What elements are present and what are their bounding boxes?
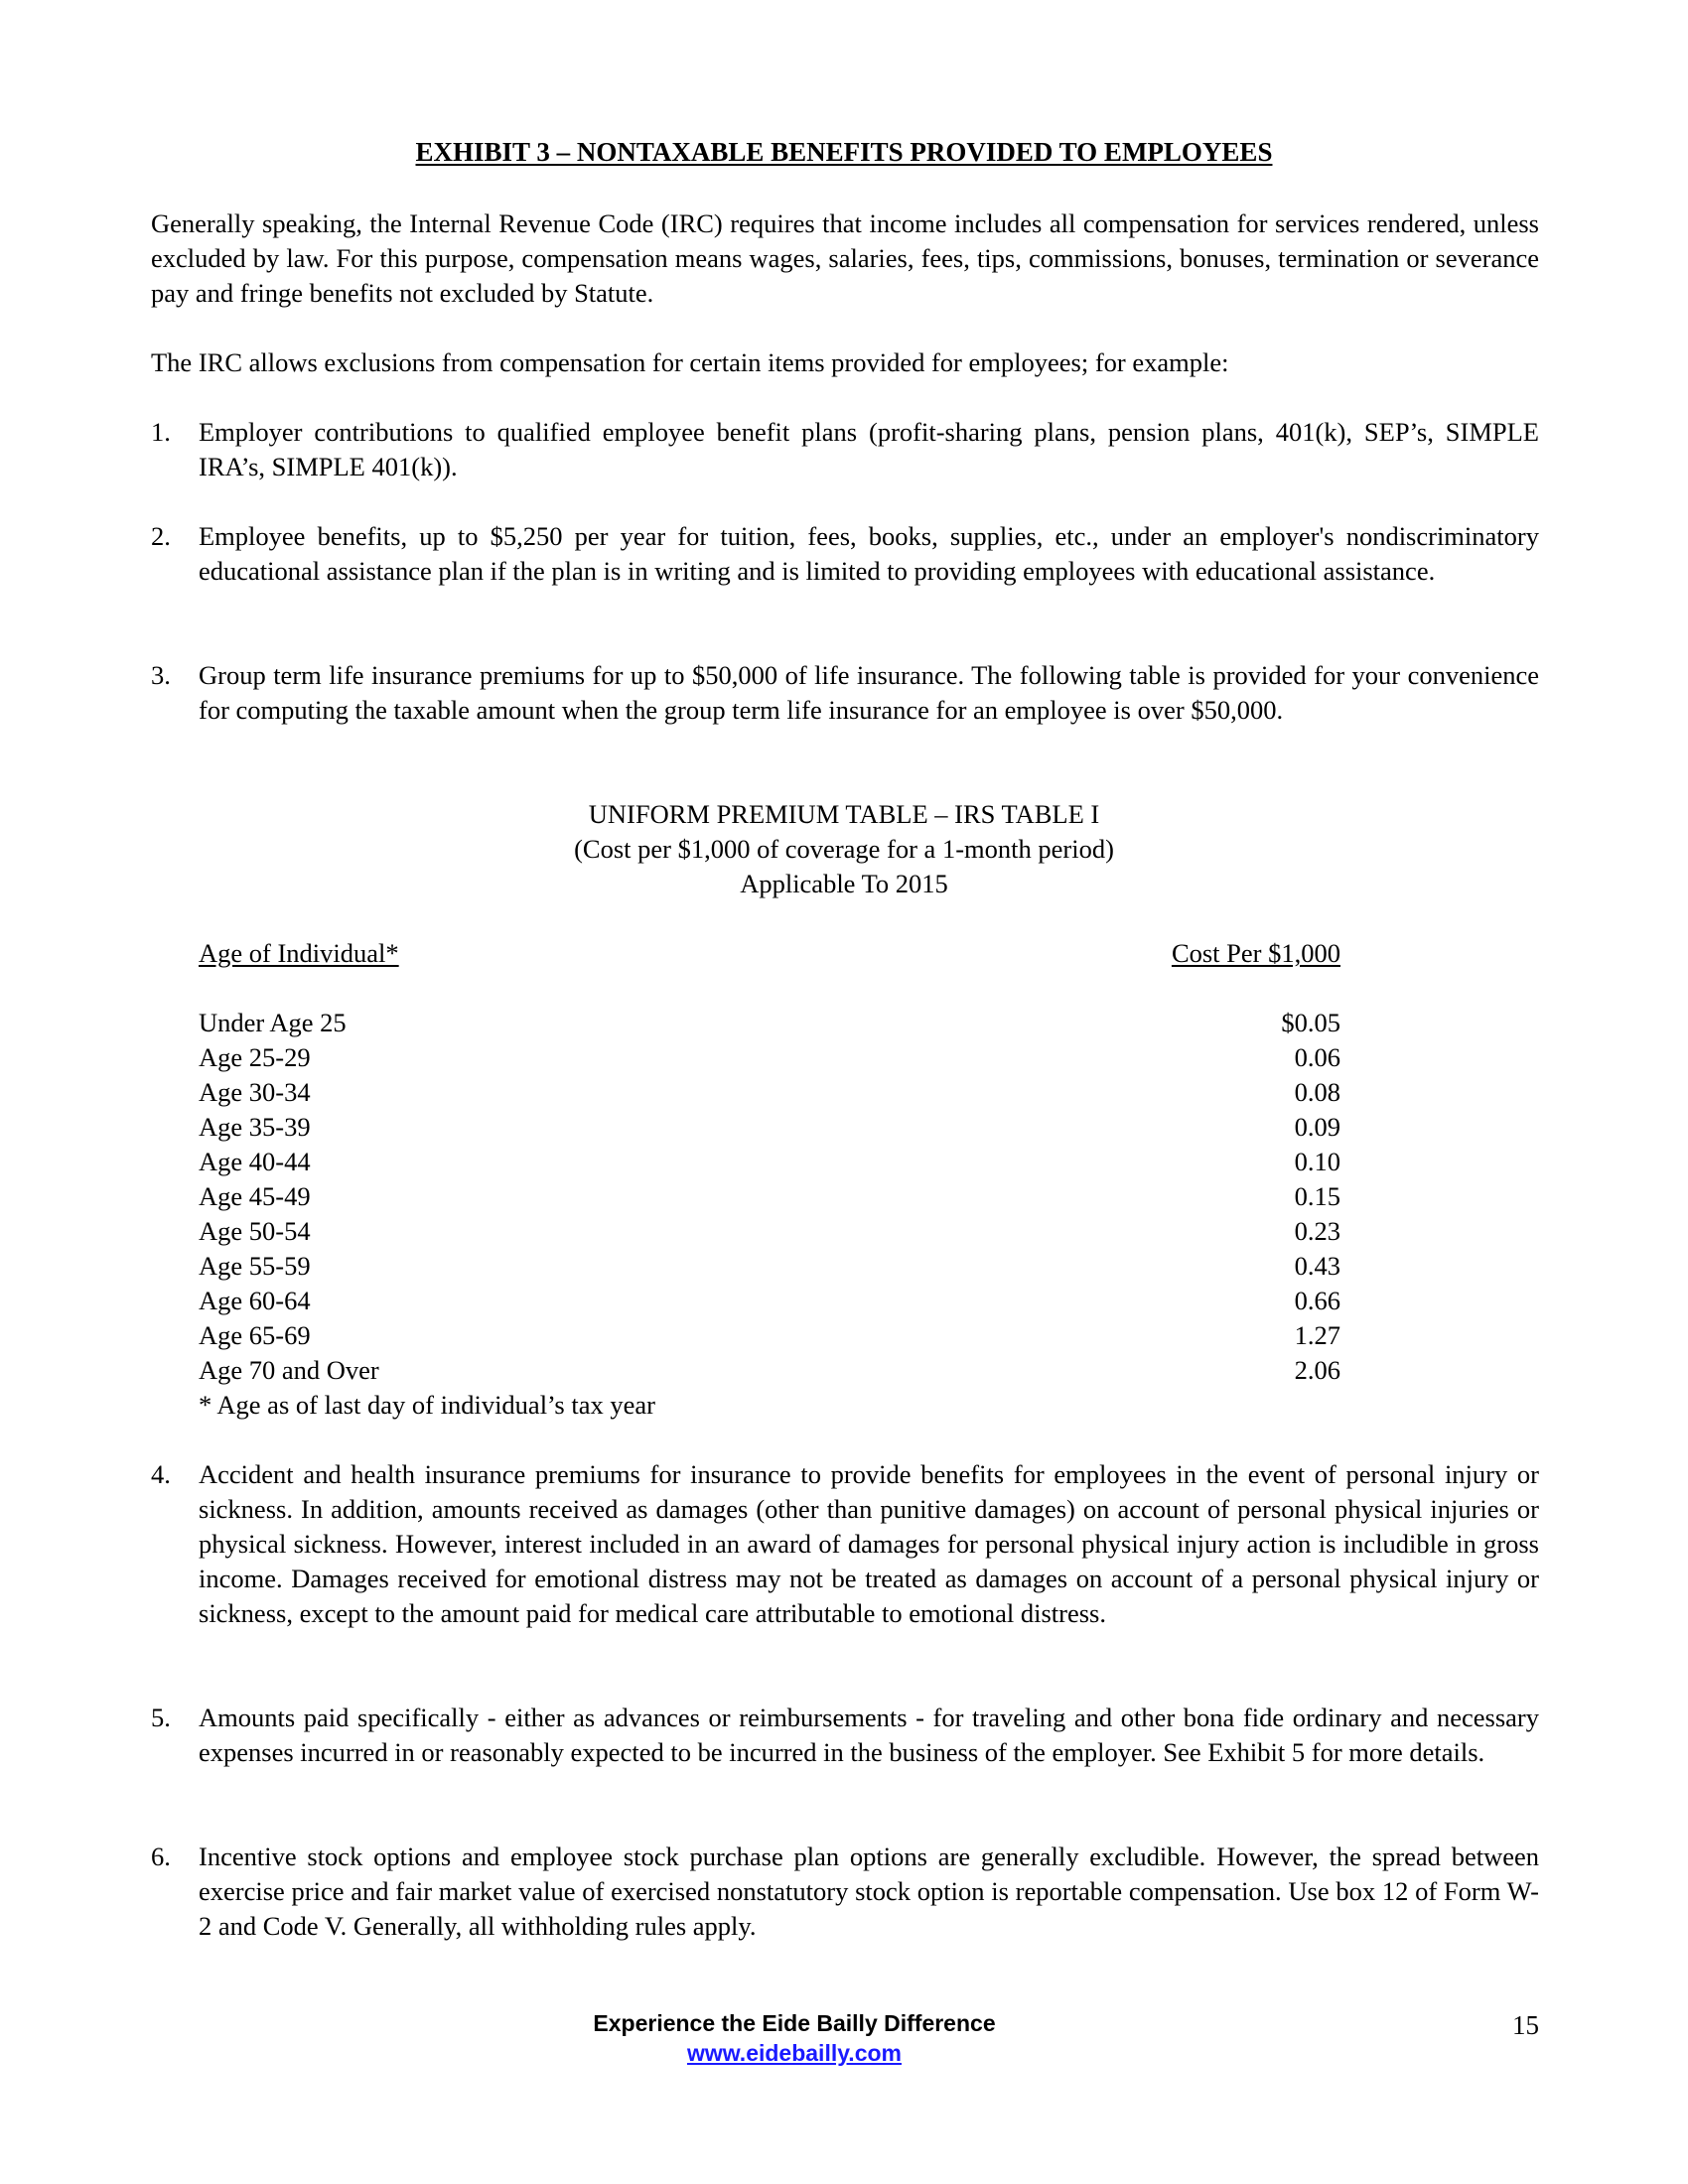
list-item-number: 1. [151, 417, 171, 447]
list-item-text: Group term life insurance premiums for up to $50,000 of life insurance. The following table is provided for your convenience for computing the taxable amount when the group term life insurance for an employee is over $50,000. [199, 660, 1539, 725]
cost-cell: $0.05 [1281, 1008, 1340, 1037]
list-item [151, 519, 1539, 589]
cost-cell: 2.06 [1294, 1355, 1340, 1385]
list-item-text: Incentive stock options and employee stock purchase plan options are generally excludible. However, the spread between exercise price and fair market value of exercised nonstatutory stock option is reportable compensation. Use box 12 of Form W-2 and Code V. Generally, all withholding rules apply. [199, 1842, 1539, 1941]
age-cell: Age 30-34 [199, 1077, 311, 1107]
table-applicable-year: Applicable To 2015 [740, 869, 948, 898]
list-item [151, 658, 1539, 728]
list-item-text: Employer contributions to qualified employee benefit plans (profit-sharing plans, pension plans, 401(k), SEP’s, SIMPLE IRA’s, SIMPLE 401(k)). [199, 417, 1539, 481]
table-header-row [199, 936, 1340, 971]
age-cell: Age 35-39 [199, 1112, 311, 1142]
table-row [199, 1075, 1340, 1110]
list-item-text: Accident and health insurance premiums for insurance to provide benefits for employees in the event of personal injury or sickness. In addition, amounts received as damages (other than punitive damages) on account of personal physical injuries or physical sickness. However, interest included in an award of damages for personal physical injury action is includible in gross income. Damages received for emotional distress may not be treated as damages on account of a personal physical injury or sickness, except to the amount paid for medical care attributable to emotional distress. [199, 1459, 1539, 1628]
cost-cell: 0.10 [1294, 1147, 1340, 1176]
age-cell: Age 60-64 [199, 1286, 311, 1315]
cost-cell: 1.27 [1294, 1320, 1340, 1350]
table-row [199, 1040, 1340, 1075]
age-cell: Age 55-59 [199, 1251, 311, 1281]
table-row [199, 1284, 1340, 1318]
intro-paragraph: Generally speaking, the Internal Revenue Code (IRC) requires that income includes all compensation for services rendered, unless excluded by law. For this purpose, compensation means wages, salaries, fees, tips, commissions, bonuses, termination or severance pay and fringe benefits not excluded by Statute. [151, 208, 1539, 308]
cost-cell: 0.23 [1294, 1216, 1340, 1246]
table-subtitle: (Cost per $1,000 of coverage for a 1-month period) [574, 834, 1114, 864]
table-row [199, 1249, 1340, 1284]
table-row [199, 1110, 1340, 1145]
list-item-number: 2. [151, 521, 171, 551]
column-header-cost: Cost Per $1,000 [1171, 938, 1340, 968]
cost-cell: 0.66 [1294, 1286, 1340, 1315]
lead-paragraph: The IRC allows exclusions from compensation for certain items provided for employees; for example: [151, 347, 1229, 377]
footer-slogan: Experience the Eide Bailly Difference [593, 2010, 996, 2036]
cost-cell: 0.08 [1294, 1077, 1340, 1107]
cost-cell: 0.15 [1294, 1181, 1340, 1211]
list-item-number: 6. [151, 1842, 171, 1871]
cost-cell: 0.43 [1294, 1251, 1340, 1281]
table-row [199, 1179, 1340, 1214]
exhibit-title: EXHIBIT 3 – NONTAXABLE BENEFITS PROVIDED TO EMPLOYEES [415, 137, 1273, 167]
list-item-number: 3. [151, 660, 171, 690]
table-title: UNIFORM PREMIUM TABLE – IRS TABLE I [588, 799, 1100, 829]
table-row [199, 1353, 1340, 1388]
footer-website-link[interactable]: www.eidebailly.com [686, 2040, 902, 2066]
list-item [151, 1457, 1539, 1631]
age-cell: Age 45-49 [199, 1181, 311, 1211]
cost-cell: 0.09 [1294, 1112, 1340, 1142]
table-row [199, 1214, 1340, 1249]
table-footnote [199, 1388, 1340, 1423]
age-cell: Age 40-44 [199, 1147, 311, 1176]
table-row [199, 1006, 1340, 1040]
age-cell: Age 25-29 [199, 1042, 311, 1072]
list-item [151, 1840, 1539, 1944]
list-item-text: Employee benefits, up to $5,250 per year for tuition, fees, books, supplies, etc., under an employer's nondiscriminatory educational assistance plan if the plan is in writing and is limited to providing employees with educational assistance. [199, 521, 1539, 586]
list-item-text: Amounts paid specifically - either as advances or reimbursements - for traveling and other bona fide ordinary and necessary expenses incurred in or reasonably expected to be incurred in the business of the employer. See Exhibit 5 for more details. [199, 1703, 1539, 1767]
age-cell: Age 70 and Over [199, 1355, 379, 1385]
cost-cell: 0.06 [1294, 1042, 1340, 1072]
age-cell: Age 50-54 [199, 1216, 311, 1246]
list-item [151, 415, 1539, 484]
list-item-number: 5. [151, 1703, 171, 1732]
age-cell: Age 65-69 [199, 1320, 311, 1350]
page-number: 15 [1512, 2010, 1539, 2040]
column-header-age: Age of Individual* [199, 938, 399, 968]
footnote-text: * Age as of last day of individual’s tax year [199, 1390, 655, 1420]
age-cell: Under Age 25 [199, 1008, 347, 1037]
table-row [199, 1318, 1340, 1353]
list-item-number: 4. [151, 1459, 171, 1489]
list-item [151, 1701, 1539, 1770]
table-row [199, 1145, 1340, 1179]
